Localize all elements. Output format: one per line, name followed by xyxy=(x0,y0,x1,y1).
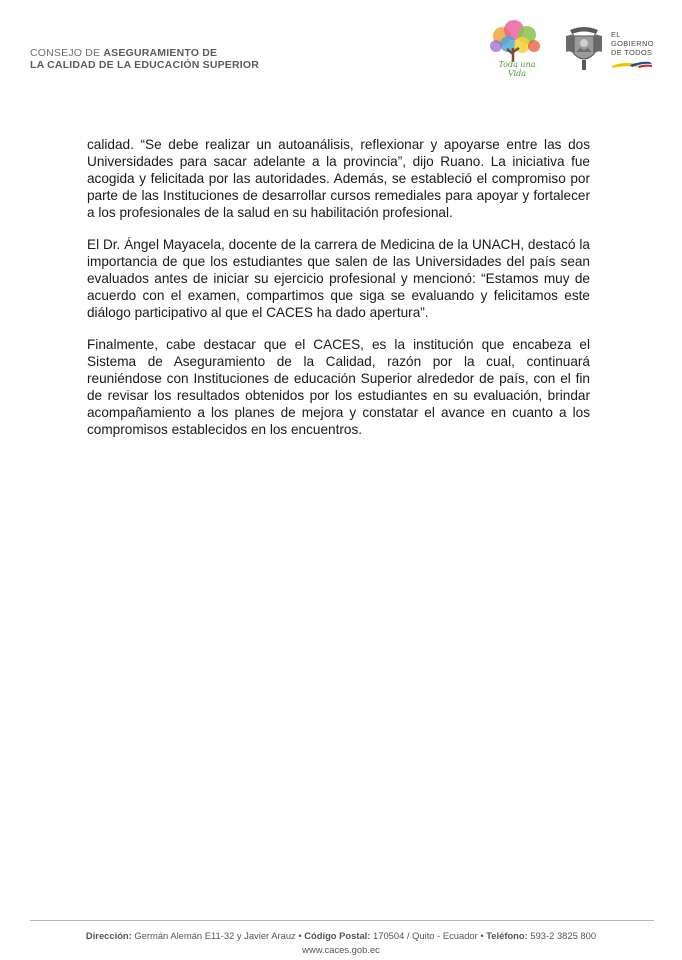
footer-website: www.caces.gob.ec xyxy=(302,944,380,955)
address-value: Germán Alemán E11-32 y Javier Arauz • xyxy=(131,930,305,941)
footer-contact-line xyxy=(0,930,682,942)
footer-divider xyxy=(30,920,654,921)
page-header xyxy=(0,0,682,90)
organization-name xyxy=(30,47,259,71)
organization-name-line1: CONSEJO DE ASEGURAMIENTO DE xyxy=(30,47,218,59)
tree-logo-caption: Toda una Vida xyxy=(498,60,536,78)
government-wordmark: EL GOBIERNO DE TODOS xyxy=(611,30,654,57)
flag-stripes-icon xyxy=(612,59,652,69)
address-label: Dirección: xyxy=(85,930,132,941)
organization-name-line2: LA CALIDAD DE LA EDUCACIÓN SUPERIOR xyxy=(30,59,260,71)
paragraph: calidad. “Se debe realizar un autoanálisis, reflexionar y apoyarse entre las dos Universidades para sacar adelante a la provincia”, dijo Ruano. La iniciativa fue acogida y felicitada por las autoridades. Además, se estableció el compromiso por parte de las Instituciones de desarrollar cursos remediales para apoyar y fortalecer a los profesionales de la salud en su habilitación profesional. xyxy=(87,137,590,220)
paragraph: Finalmente, cabe destacar que el CACES, es la institución que encabeza el Sistema de Aseguramiento de la Calidad, razón por la cual, continuará reuniéndose con Instituciones de educación Superior alrededor de país, con el fin de revisar los resultados obtenidos por los estudiantes en su evaluación, brindar acompañamiento a los planes de mejora y constatar el avance en cuanto a los compromisos establecidos en los encuentros. xyxy=(87,337,590,437)
phone-label: Teléfono: xyxy=(486,930,528,941)
paragraph: El Dr. Ángel Mayacela, docente de la carrera de Medicina de la UNACH, destacó la importancia de que los estudiantes que salen de las Universidades del país sean evaluados antes de iniciar su ejercicio profesional y mencionó: “Estamos muy de acuerdo con el examen, compartimos que siga se evaluando y felicitamos este diálogo participativo al que el CACES ha dado apertura”. xyxy=(87,237,590,320)
article-body xyxy=(87,136,590,453)
postal-code-label: Código Postal: xyxy=(304,930,371,941)
postal-code-value: 170504 / Quito - Ecuador • xyxy=(370,930,487,941)
phone-value: 593-2 3825 800 xyxy=(527,930,597,941)
coat-of-arms-icon xyxy=(562,24,606,72)
